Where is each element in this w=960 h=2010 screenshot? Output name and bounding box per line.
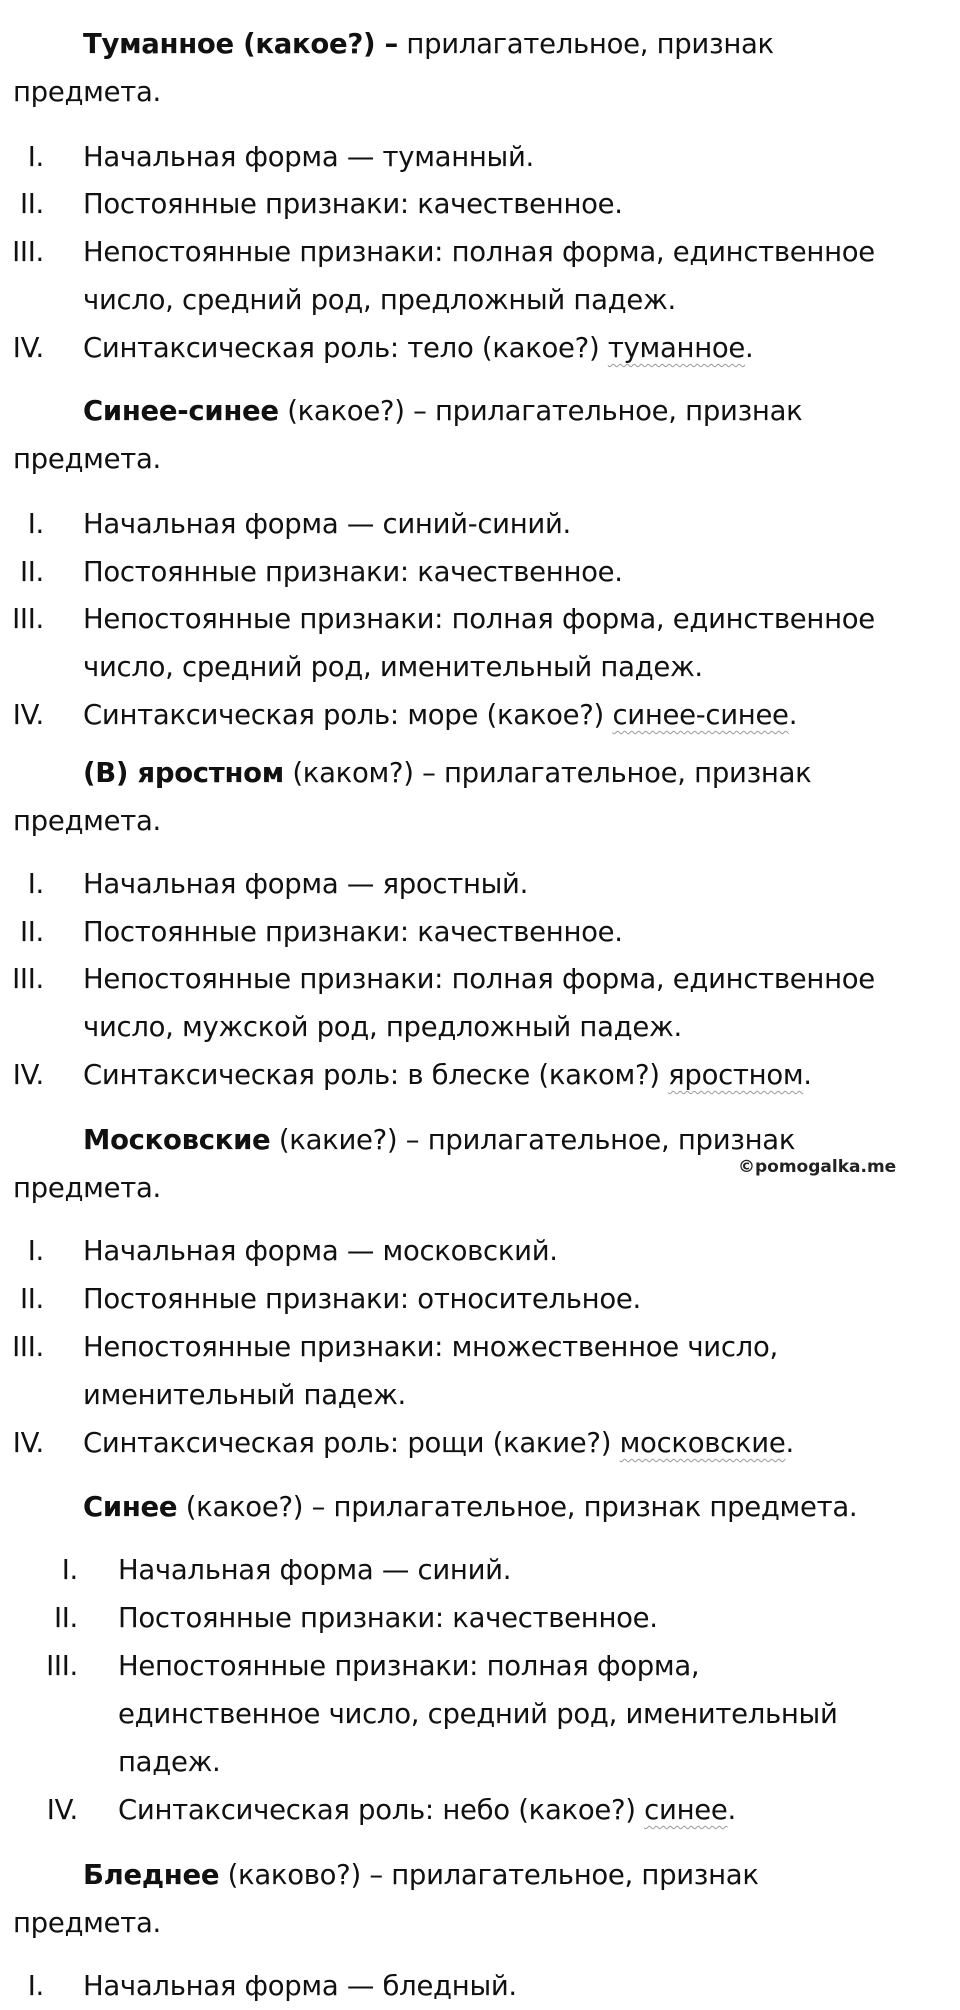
list-text bbox=[83, 1227, 943, 1275]
period: . bbox=[745, 332, 754, 364]
list-text bbox=[83, 548, 943, 596]
list-text-line: число, мужской род, предложный падеж. bbox=[83, 1011, 682, 1043]
list-text-line: Непостоянные признаки: полная форма, bbox=[118, 1650, 700, 1682]
list-text-line: Непостоянные признаки: полная форма, единственное bbox=[83, 236, 875, 268]
adjective-word: Московские bbox=[83, 1124, 271, 1156]
underlined-word: синее bbox=[644, 1794, 728, 1826]
list-text-line: Постоянные признаки: качественное. bbox=[83, 556, 623, 588]
heading-line bbox=[83, 387, 802, 435]
list-text-line: Постоянные признаки: качественное. bbox=[118, 1602, 658, 1634]
list-number: I. bbox=[27, 1235, 44, 1267]
list-text bbox=[83, 1051, 943, 1099]
adjective-word: Синее bbox=[83, 1491, 178, 1523]
heading-continuation: предмета. bbox=[13, 76, 161, 108]
section-6-heading bbox=[0, 1851, 960, 1947]
list-text bbox=[118, 1594, 960, 1642]
list-number: IV. bbox=[12, 1059, 44, 1091]
list-text bbox=[83, 1323, 943, 1419]
underlined-word: московские bbox=[619, 1427, 786, 1459]
list-text bbox=[83, 1419, 943, 1467]
period: . bbox=[727, 1794, 736, 1826]
list-number: IV. bbox=[12, 1427, 44, 1459]
list-text bbox=[83, 595, 943, 691]
heading-continuation: предмета. bbox=[13, 1907, 161, 1939]
list-number: I. bbox=[27, 508, 44, 540]
list-text-line: падеж. bbox=[118, 1746, 221, 1778]
list-number: III. bbox=[12, 236, 44, 268]
heading-continuation: предмета. bbox=[13, 805, 161, 837]
list-text bbox=[118, 1642, 960, 1786]
heading-line bbox=[83, 1851, 759, 1899]
list-text-line: Начальная форма — яростный. bbox=[83, 868, 529, 900]
period: . bbox=[785, 1427, 794, 1459]
list-text bbox=[83, 955, 943, 1051]
list-text bbox=[83, 180, 943, 228]
list-text-line: Постоянные признаки: относительное. bbox=[83, 1283, 641, 1315]
list-number: II. bbox=[19, 556, 44, 588]
heading-continuation: предмета. bbox=[13, 443, 161, 475]
list-text-line: именительный падеж. bbox=[83, 1379, 406, 1411]
heading-line bbox=[83, 1483, 857, 1531]
heading-rest: (каком?) – прилагательное, признак bbox=[283, 757, 812, 789]
list-number: I. bbox=[27, 141, 44, 173]
list-number: II. bbox=[19, 916, 44, 948]
list-text-line: число, средний род, именительный падеж. bbox=[83, 651, 703, 683]
list-number: II. bbox=[19, 1283, 44, 1315]
list-number: IV. bbox=[12, 332, 44, 364]
adjective-word: Туманное (какое?) – bbox=[83, 28, 398, 60]
heading-rest: прилагательное, признак bbox=[397, 28, 774, 60]
underlined-word: синее-синее bbox=[612, 699, 789, 731]
list-number: III. bbox=[12, 963, 44, 995]
list-text-line: Начальная форма — синий-синий. bbox=[83, 508, 572, 540]
heading-line bbox=[83, 20, 774, 68]
list-number: III. bbox=[12, 603, 44, 635]
list-text-line: Постоянные признаки: качественное. bbox=[83, 188, 623, 220]
section-2-heading bbox=[0, 387, 960, 483]
list-text bbox=[83, 691, 943, 739]
list-text bbox=[83, 908, 943, 956]
list-text-line: Постоянные признаки: качественное. bbox=[83, 916, 623, 948]
list-number: IV. bbox=[46, 1794, 78, 1826]
list-text bbox=[83, 324, 943, 372]
underlined-word: яростном bbox=[668, 1059, 804, 1091]
list-number: IV. bbox=[12, 699, 44, 731]
list-number: I. bbox=[27, 868, 44, 900]
underlined-word: туманное bbox=[607, 332, 746, 364]
heading-continuation: предмета. bbox=[13, 1172, 161, 1204]
list-number: II. bbox=[19, 188, 44, 220]
role-text: Синтаксическая роль: небо (какое?) bbox=[118, 1794, 645, 1826]
list-text bbox=[83, 1275, 943, 1323]
list-text bbox=[83, 1962, 943, 2010]
list-number: II. bbox=[53, 1602, 78, 1634]
watermark: ©pomogalka.me bbox=[738, 1157, 897, 1177]
list-text bbox=[83, 860, 943, 908]
list-text bbox=[83, 133, 943, 181]
list-text-line: Непостоянные признаки: полная форма, единственное bbox=[83, 963, 875, 995]
list-text-line: Непостоянные признаки: множественное число, bbox=[83, 1331, 778, 1363]
list-text-line: Начальная форма — бледный. bbox=[83, 1970, 517, 2002]
role-text: Синтаксическая роль: море (какое?) bbox=[83, 699, 613, 731]
heading-rest: (какое?) – прилагательное, признак bbox=[278, 395, 803, 427]
list-text-line: Начальная форма — туманный. bbox=[83, 141, 534, 173]
section-5-heading bbox=[0, 1483, 960, 1531]
heading-line bbox=[83, 1116, 795, 1164]
role-text: Синтаксическая роль: тело (какое?) bbox=[83, 332, 608, 364]
list-text-line: Начальная форма — московский. bbox=[83, 1235, 558, 1267]
role-text: Синтаксическая роль: в блеске (каком?) bbox=[83, 1059, 669, 1091]
adjective-word: (В) яростном bbox=[83, 757, 284, 789]
adjective-word: Синее-синее bbox=[83, 395, 279, 427]
section-1-heading bbox=[0, 20, 960, 116]
list-text-line: единственное число, средний род, именительный bbox=[118, 1698, 838, 1730]
list-number: I. bbox=[27, 1970, 44, 2002]
list-text bbox=[118, 1546, 960, 1594]
heading-rest: (какое?) – прилагательное, признак предмета. bbox=[177, 1491, 858, 1523]
period: . bbox=[803, 1059, 812, 1091]
heading-rest: (какие?) – прилагательное, признак bbox=[270, 1124, 796, 1156]
period: . bbox=[788, 699, 798, 731]
list-text-line: число, средний род, предложный падеж. bbox=[83, 284, 676, 316]
section-3-heading bbox=[0, 749, 960, 845]
adjective-word: Бледнее bbox=[83, 1859, 220, 1891]
role-text: Синтаксическая роль: рощи (какие?) bbox=[83, 1427, 620, 1459]
heading-rest: (каково?) – прилагательное, признак bbox=[219, 1859, 759, 1891]
list-text-line: Начальная форма — синий. bbox=[118, 1554, 512, 1586]
list-number: III. bbox=[12, 1331, 44, 1363]
list-text bbox=[118, 1786, 960, 1834]
list-text bbox=[83, 500, 943, 548]
heading-line bbox=[83, 749, 811, 797]
list-number: I. bbox=[61, 1554, 78, 1586]
list-text bbox=[83, 228, 943, 324]
list-number: III. bbox=[46, 1650, 78, 1682]
list-text-line: Непостоянные признаки: полная форма, единственное bbox=[83, 603, 875, 635]
